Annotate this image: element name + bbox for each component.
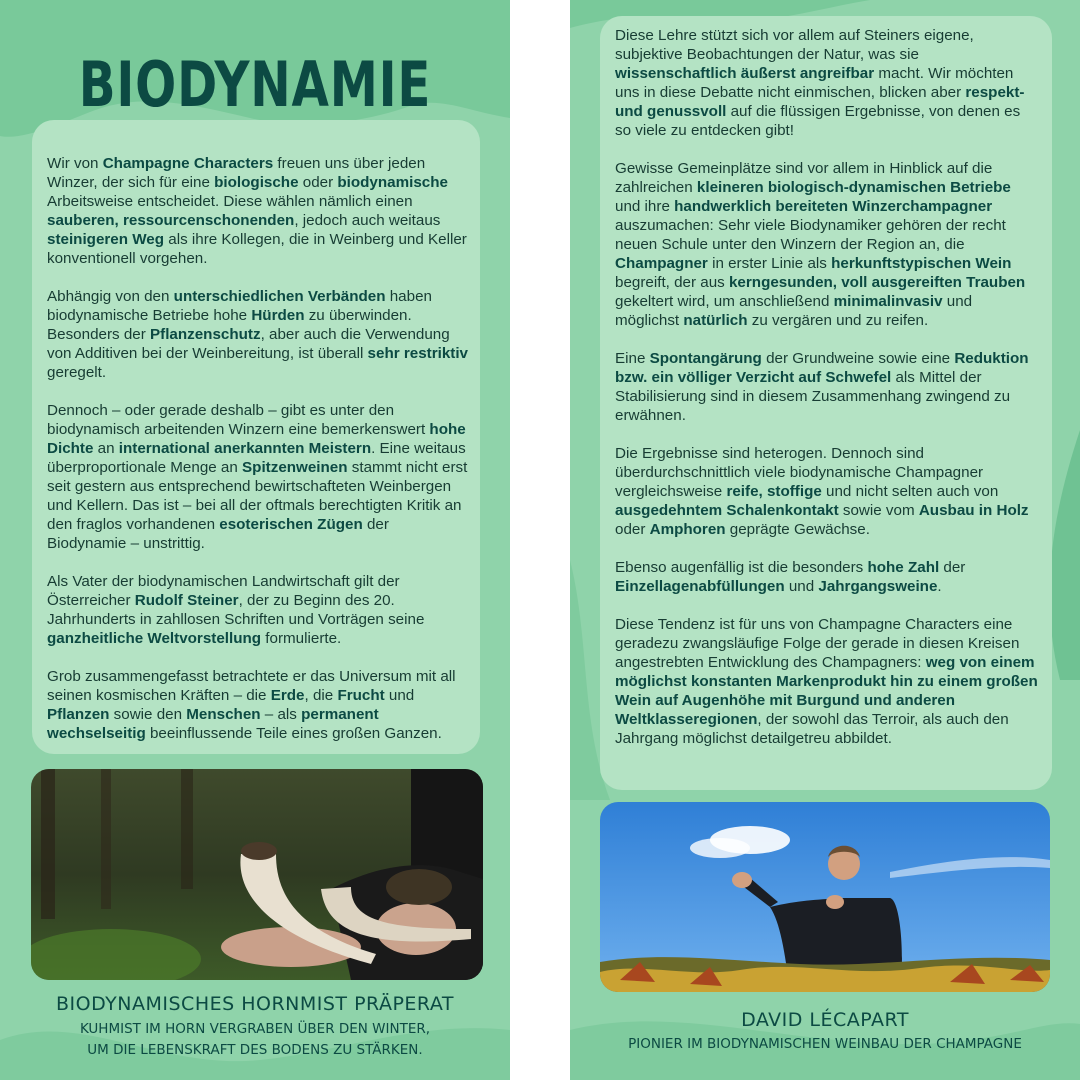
lecapart-image <box>600 802 1050 992</box>
left-paragraph <box>47 401 472 553</box>
lecapart-photo <box>600 802 1050 992</box>
emphasis-text: kerngesunden, voll ausgereiften Trauben <box>728 274 1026 291</box>
body-text: und <box>384 687 415 704</box>
emphasis-text: ausgedehntem Schalenkontakt <box>615 502 839 519</box>
right-paragraph <box>615 159 1038 330</box>
body-text: Eine <box>615 350 650 367</box>
body-text: Gewisse Gemeinplätze sind vor allem in Hinblick auf die zahlreichen <box>615 160 993 196</box>
emphasis-text: respekt- und genussvoll <box>615 84 1025 120</box>
emphasis-text: wissenschaftlich äußerst angreifbar <box>615 65 875 82</box>
body-text: an <box>93 440 119 457</box>
emphasis-text: Champagne Characters <box>102 155 274 172</box>
emphasis-text: hohe Dichte <box>47 421 466 457</box>
body-text: und <box>784 578 819 595</box>
body-text: Diese Tendenz ist für uns von Champagne Characters eine geradezu zwangsläufige Folge der gerade in diesen Kreisen angestrebten Entwicklung des Champagners: <box>615 616 1020 671</box>
body-text: beeinflussende Teile eines großen Ganzen. <box>145 725 442 742</box>
left-caption-line-2: UM DIE LEBENSKRAFT DES BODENS ZU STÄRKEN. <box>87 1042 423 1058</box>
left-paragraph <box>47 667 472 743</box>
emphasis-text: Rudolf Steiner <box>134 592 239 609</box>
body-text: begreift, der aus <box>615 274 729 291</box>
body-text: macht. Wir möchten uns in diese Debatte nicht einmischen, blicken aber <box>615 65 1014 101</box>
body-text: oder <box>298 174 338 191</box>
body-text: Wir von <box>47 155 103 172</box>
emphasis-text: herkunftstypischen Wein <box>831 255 1012 272</box>
emphasis-text: Frucht <box>337 687 385 704</box>
body-text: auf die flüssigen Ergebnisse, von denen es so viele zu entdecken gibt! <box>615 103 1021 139</box>
right-paragraph <box>615 349 1038 425</box>
emphasis-text: weg von einem möglichst konstanten Markenprodukt hin zu einem großen Wein auf Augenhöhe mit Burgund und anderen Weltklasseregionen <box>615 654 1038 728</box>
emphasis-text: Spontangärung <box>649 350 762 367</box>
left-paragraph <box>47 154 472 268</box>
emphasis-text: Pflanzen <box>47 706 110 723</box>
left-paragraph <box>47 572 472 648</box>
body-text: gekeltert wird, um anschließend <box>615 293 834 310</box>
body-text: oder <box>615 521 650 538</box>
body-text: und möglichst <box>615 293 973 329</box>
right-paragraph <box>615 444 1038 539</box>
left-caption-title: BIODYNAMISCHES HORNMIST PRÄPERAT <box>56 993 454 1015</box>
body-text: in erster Linie als <box>707 255 832 272</box>
left-body-text <box>47 154 472 762</box>
body-text: der Grundweine sowie eine <box>761 350 955 367</box>
body-text: zu überwinden. Besonders der <box>47 307 412 343</box>
emphasis-text: Einzellagenabfüllungen <box>615 578 785 595</box>
body-text: Ebenso augenfällig ist die besonders <box>615 559 868 576</box>
emphasis-text: Champagner <box>615 255 708 272</box>
emphasis-text: reife, stoffige <box>726 483 822 500</box>
emphasis-text: unterschiedlichen Verbänden <box>173 288 386 305</box>
right-paragraph <box>615 26 1038 140</box>
body-text: haben biodynamische Betriebe hohe <box>47 288 432 324</box>
emphasis-text: Spitzenweinen <box>242 459 348 476</box>
emphasis-text: Hürden <box>251 307 305 324</box>
emphasis-text: permanent wechselseitig <box>47 706 379 742</box>
left-panel <box>0 0 510 1080</box>
emphasis-text: international anerkannten Meistern <box>118 440 372 457</box>
body-text: auszumachen: Sehr viele Biodynamiker gehören der recht neuen Schule unter den Winzern der Region an, die <box>615 217 1006 253</box>
body-text: Die Ergebnisse sind heterogen. Dennoch sind überdurchschnittlich viele biodynamische Champagner vergleichsweise <box>615 445 984 500</box>
body-text: als ihre Kollegen, die in Weinberg und Keller konventionell vorgehen. <box>47 231 467 267</box>
body-text: Dennoch – oder gerade deshalb – gibt es unter den biodynamisch arbeitenden Winzern eine bemerkenswert <box>47 402 430 438</box>
body-text: , jedoch auch weitaus <box>294 212 441 229</box>
body-text: geprägte Gewächse. <box>725 521 870 538</box>
left-caption-line-1: KUHMIST IM HORN VERGRABEN ÜBER DEN WINTER, <box>79 1021 431 1037</box>
body-text: sowie vom <box>838 502 919 519</box>
right-caption-title: DAVID LÉCAPART <box>741 1009 909 1031</box>
emphasis-text: esoterischen Zügen <box>219 516 363 533</box>
emphasis-text: Pflanzenschutz <box>150 326 261 343</box>
body-text: stammt nicht erst seit gestern aus entsprechend bewirtschafteten Weinbergen und Kellern. Das ist – bei all der oftmals berechtigten Kritik an den fraglos vorhandenen <box>47 459 468 533</box>
emphasis-text: biodynamische <box>337 174 448 191</box>
hornmist-image <box>31 769 483 980</box>
hornmist-photo <box>31 769 483 980</box>
right-paragraph <box>615 558 1038 596</box>
body-text: , aber auch die Verwendung von Additiven bei der Weinbereitung, ist überall <box>47 326 450 362</box>
emphasis-text: Menschen <box>186 706 261 723</box>
emphasis-text: sehr restriktiv <box>367 345 469 362</box>
body-text: . <box>937 578 942 595</box>
body-text: geregelt. <box>47 364 107 381</box>
body-text: freuen uns über jeden Winzer, der sich für eine <box>47 155 426 191</box>
emphasis-text: Amphoren <box>649 521 726 538</box>
body-text: Diese Lehre stützt sich vor allem auf Steiners eigene, subjektive Beobachtungen der Natur, was sie <box>615 27 974 63</box>
body-text: Grob zusammengefasst betrachtete er das Universum mit all seinen kosmischen Kräften – die <box>47 668 456 704</box>
emphasis-text: Reduktion bzw. ein völliger Verzicht auf Schwefel <box>615 350 1029 386</box>
body-text: – als <box>260 706 302 723</box>
emphasis-text: steinigeren Weg <box>47 231 165 248</box>
body-text: der <box>939 559 966 576</box>
emphasis-text: Ausbau in Holz <box>918 502 1029 519</box>
emphasis-text: kleineren biologisch-dynamischen Betriebe <box>696 179 1011 196</box>
body-text: , der zu Beginn des 20. Jahrhunderts in zahllosen Schriften und Vorträgen seine <box>47 592 425 628</box>
emphasis-text: Erde <box>270 687 305 704</box>
body-text: formulierte. <box>261 630 342 647</box>
emphasis-text: Jahrgangsweine <box>818 578 938 595</box>
body-text: , der sowohl das Terroir, als auch den Jahrgang möglichst detailgetreu abbildet. <box>615 711 1009 747</box>
body-text: der Biodynamie – unstrittig. <box>47 516 389 552</box>
right-body-text <box>615 26 1038 767</box>
emphasis-text: sauberen, ressourcenschonenden <box>47 212 295 229</box>
left-paragraph <box>47 287 472 382</box>
emphasis-text: natürlich <box>683 312 748 329</box>
body-text: . Eine weitaus überproportionale Menge an <box>47 440 466 476</box>
body-text: Abhängig von den <box>47 288 174 305</box>
emphasis-text: ganzheitliche Weltvorstellung <box>47 630 262 647</box>
body-text: als Mittel der Stabilisierung sind in diesem Zusammenhang zwingend zu erwähnen. <box>615 369 1011 424</box>
body-text: sowie den <box>109 706 187 723</box>
body-text: Als Vater der biodynamischen Landwirtschaft gilt der Österreicher <box>47 573 400 609</box>
body-text: Arbeitsweise entscheidet. Diese wählen nämlich einen <box>47 193 413 210</box>
body-text: und nicht selten auch von <box>821 483 999 500</box>
emphasis-text: handwerklich bereiteten Winzerchampagner <box>674 198 993 215</box>
body-text: zu vergären und zu reifen. <box>747 312 929 329</box>
right-caption-subtitle: PIONIER IM BIODYNAMISCHEN WEINBAU DER CHAMPAGNE <box>628 1036 1022 1052</box>
emphasis-text: minimalinvasiv <box>833 293 943 310</box>
page-title: BIODYNAMIE <box>78 48 432 121</box>
body-text: , die <box>304 687 338 704</box>
body-text: und ihre <box>615 198 675 215</box>
emphasis-text: hohe Zahl <box>867 559 940 576</box>
emphasis-text: biologische <box>214 174 299 191</box>
right-paragraph <box>615 615 1038 748</box>
left-caption-subtitle <box>0 1019 510 1061</box>
right-panel <box>570 0 1080 1080</box>
